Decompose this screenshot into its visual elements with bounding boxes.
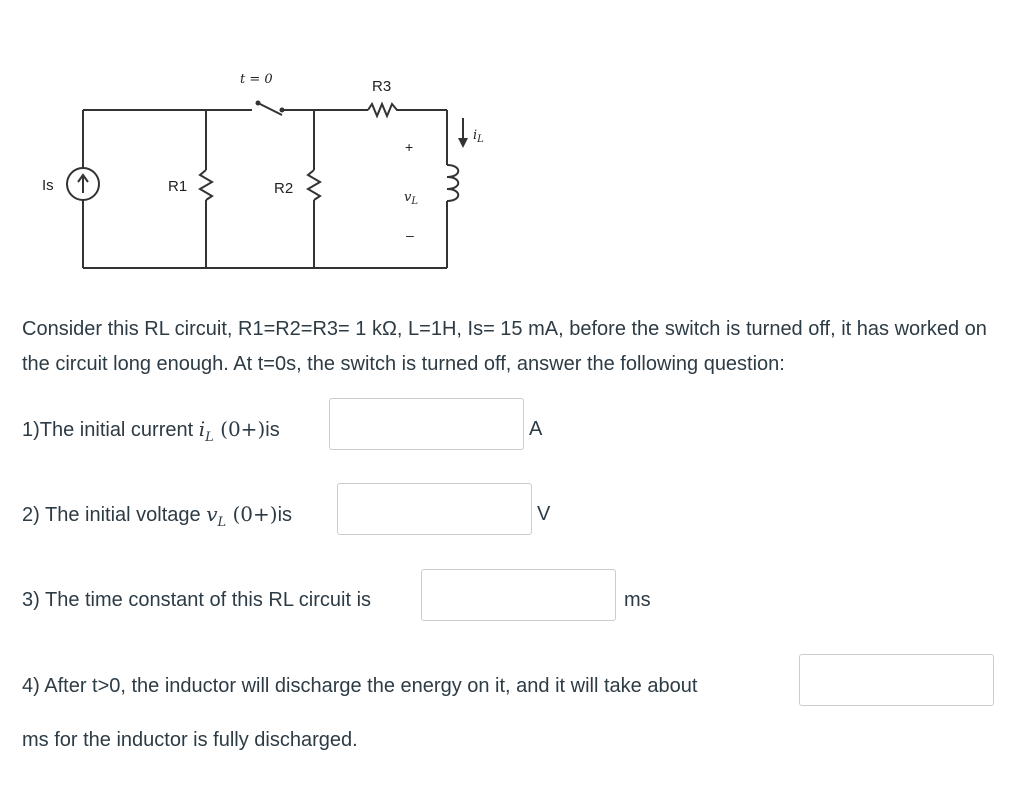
inductor bbox=[447, 165, 458, 201]
r1-label: R1 bbox=[168, 178, 188, 195]
question-2-label: 2) The initial voltage $v_L$ (0+)is bbox=[22, 502, 293, 530]
switch-blade bbox=[258, 103, 282, 115]
r3-resistor bbox=[368, 104, 447, 116]
circuit-diagram bbox=[0, 0, 520, 290]
problem-description: Consider this RL circuit, R1=R2=R3= 1 kΩ, L=1H, Is= 15 mA, before the switch is turned off, it has worked on the circuit long enough. At t=0s, the switch is turned off, answer the following question: bbox=[22, 318, 987, 375]
is-label: Is bbox=[42, 177, 54, 194]
question-2-unit: V bbox=[537, 503, 551, 525]
il-label: $i_L$ bbox=[473, 128, 484, 145]
question-3-unit: ms bbox=[624, 589, 651, 611]
switch-label: t = 0 bbox=[240, 72, 273, 87]
r2-resistor bbox=[308, 170, 320, 200]
question-4-continuation: ms for the inductor is fully discharged. bbox=[22, 729, 358, 751]
question-1-label: 1)The initial current $i_L$ (0+)is bbox=[22, 417, 280, 445]
r3-label: R3 bbox=[372, 78, 392, 95]
question-1-answer-input[interactable] bbox=[329, 398, 524, 450]
question-1-unit: A bbox=[529, 418, 543, 440]
r2-label: R2 bbox=[274, 180, 294, 197]
question-2-answer-input[interactable] bbox=[337, 483, 532, 535]
question-4-answer-input[interactable] bbox=[799, 654, 994, 706]
question-3-answer-input[interactable] bbox=[421, 569, 616, 621]
r1-resistor bbox=[200, 170, 212, 200]
vl-label: $v_L$ bbox=[404, 190, 418, 207]
question-3-label: 3) The time constant of this RL circuit is bbox=[22, 589, 372, 611]
question-4-label: 4) After t>0, the inductor will discharge the energy on it, and it will take about bbox=[22, 675, 698, 697]
minus-sign: – bbox=[406, 227, 414, 243]
plus-sign: + bbox=[405, 139, 414, 155]
